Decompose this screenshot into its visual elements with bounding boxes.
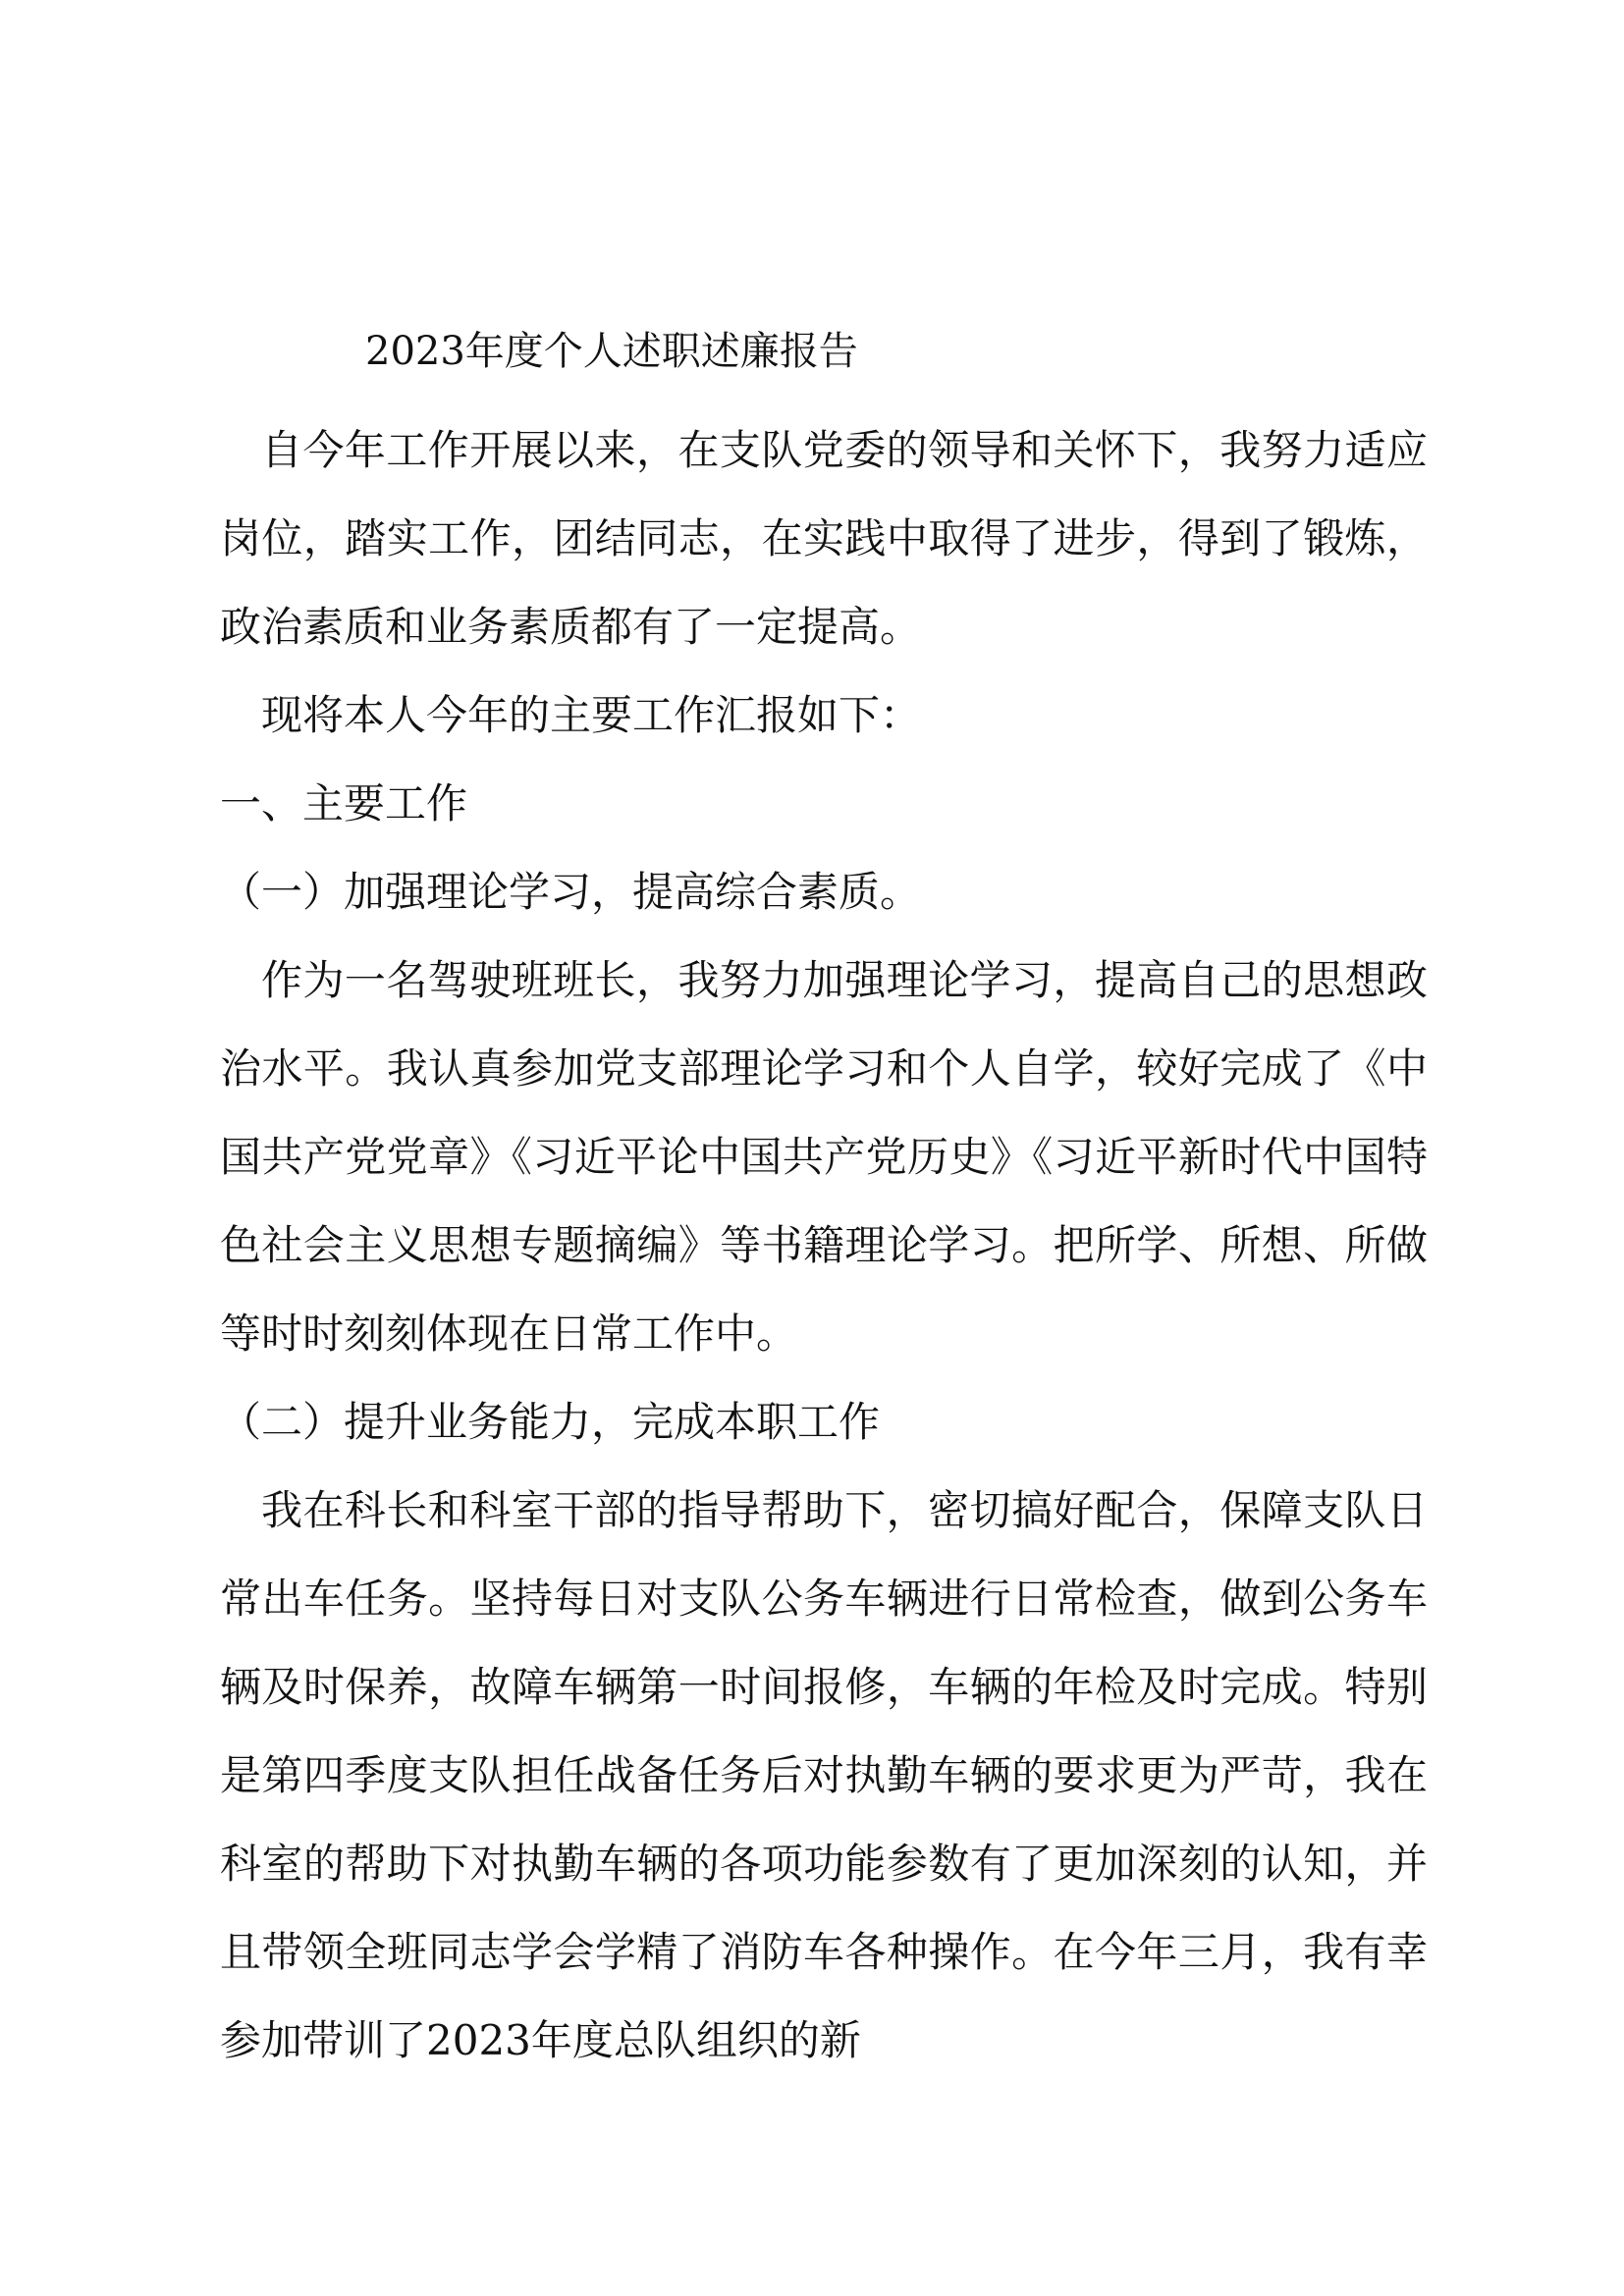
paragraph-theory-study: 作为一名驾驶班班长，我努力加强理论学习，提高自己的思想政治水平。我认真参加党支部理论学习和个人自学，较好完成了《中国共产党党章》《习近平论中国共产党历史》《习近平新时代中国特色社会主义思想专题摘编》等书籍理论学习。把所学、所想、所做等时时刻刻体现在日常工作中。 <box>220 956 1428 1358</box>
paragraph-business-ability: 我在科长和科室干部的指导帮助下，密切搞好配合，保障支队日常出车任务。坚持每日对支队公务车辆进行日常检查，做到公务车辆及时保养，故障车辆第一时间报修，车辆的年检及时完成。特别是第四季度支队担任战备任务后对执勤车辆的要求更为严苛，我在科室的帮助下对执勤车辆的各项功能参数有了更加深刻的认知，并且带领全班同志学会学精了消防车各种操作。在今年三月，我有幸参加带训了2023年度总队组织的新 <box>220 1486 1428 2064</box>
section-heading-main-work: 一、主要工作 <box>220 779 468 828</box>
paragraph-report-lead: 现将本人今年的主要工作汇报如下： <box>261 691 922 739</box>
document-body <box>220 406 1428 2085</box>
paragraph-intro: 自今年工作开展以来，在支队党委的领导和关怀下，我努力适应岗位，踏实工作，团结同志，在实践中取得了进步，得到了锻炼，政治素质和业务素质都有了一定提高。 <box>220 426 1428 651</box>
subsection-heading-theory-study: （一）加强理论学习，提高综合素质。 <box>220 868 922 916</box>
document-title: 2023年度个人述职述廉报告 <box>365 329 858 374</box>
subsection-heading-business-ability: （二）提升业务能力，完成本职工作 <box>220 1398 881 1446</box>
